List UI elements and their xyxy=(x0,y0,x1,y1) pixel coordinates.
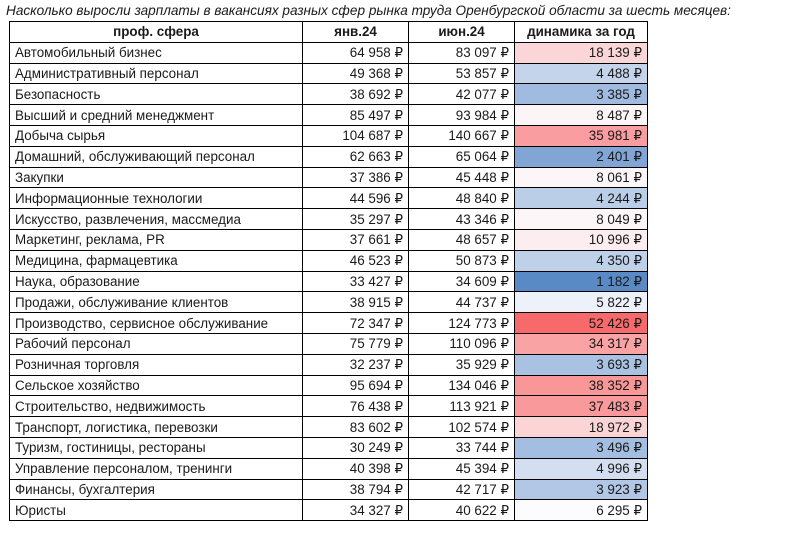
cell-jan: 30 249 ₽ xyxy=(303,437,409,458)
cell-dynamics: 4 244 ₽ xyxy=(515,188,648,209)
cell-jun: 45 448 ₽ xyxy=(409,167,515,188)
cell-jan: 37 386 ₽ xyxy=(303,167,409,188)
cell-jan: 95 694 ₽ xyxy=(303,375,409,396)
cell-dynamics: 8 061 ₽ xyxy=(515,167,648,188)
cell-jan: 40 398 ₽ xyxy=(303,458,409,479)
cell-sphere: Юристы xyxy=(10,500,303,521)
cell-jun: 102 574 ₽ xyxy=(409,417,515,438)
table-row xyxy=(10,333,648,354)
table-row xyxy=(10,105,648,126)
cell-jun: 43 346 ₽ xyxy=(409,209,515,230)
table-row xyxy=(10,437,648,458)
cell-jan: 76 438 ₽ xyxy=(303,396,409,417)
cell-jan: 62 663 ₽ xyxy=(303,146,409,167)
table-row xyxy=(10,458,648,479)
cell-sphere: Продажи, обслуживание клиентов xyxy=(10,292,303,313)
header-sphere: проф. сфера xyxy=(10,22,303,43)
cell-jun: 40 622 ₽ xyxy=(409,500,515,521)
cell-sphere: Информационные технологии xyxy=(10,188,303,209)
cell-sphere: Закупки xyxy=(10,167,303,188)
cell-sphere: Розничная торговля xyxy=(10,354,303,375)
cell-dynamics: 4 996 ₽ xyxy=(515,458,648,479)
table-row xyxy=(10,479,648,500)
cell-dynamics: 5 822 ₽ xyxy=(515,292,648,313)
cell-sphere: Высший и средний менеджмент xyxy=(10,105,303,126)
cell-jan: 33 427 ₽ xyxy=(303,271,409,292)
cell-dynamics: 2 401 ₽ xyxy=(515,146,648,167)
table-row xyxy=(10,42,648,63)
table-row xyxy=(10,84,648,105)
table-row xyxy=(10,146,648,167)
cell-sphere: Сельское хозяйство xyxy=(10,375,303,396)
cell-sphere: Добыча сырья xyxy=(10,125,303,146)
cell-jun: 42 717 ₽ xyxy=(409,479,515,500)
table-row xyxy=(10,125,648,146)
cell-sphere: Наука, образование xyxy=(10,271,303,292)
cell-jan: 104 687 ₽ xyxy=(303,125,409,146)
cell-jun: 124 773 ₽ xyxy=(409,313,515,334)
cell-sphere: Маркетинг, реклама, PR xyxy=(10,229,303,250)
cell-sphere: Рабочий персонал xyxy=(10,333,303,354)
cell-sphere: Производство, сервисное обслуживание xyxy=(10,313,303,334)
cell-jan: 44 596 ₽ xyxy=(303,188,409,209)
cell-dynamics: 18 139 ₽ xyxy=(515,42,648,63)
cell-jun: 42 077 ₽ xyxy=(409,84,515,105)
table-row xyxy=(10,188,648,209)
table-row xyxy=(10,313,648,334)
salary-table xyxy=(9,21,648,521)
cell-dynamics: 6 295 ₽ xyxy=(515,500,648,521)
cell-dynamics: 8 049 ₽ xyxy=(515,209,648,230)
cell-sphere: Туризм, гостиницы, рестораны xyxy=(10,437,303,458)
cell-jun: 83 097 ₽ xyxy=(409,42,515,63)
cell-jun: 140 667 ₽ xyxy=(409,125,515,146)
cell-sphere: Медицина, фармацевтика xyxy=(10,250,303,271)
table-row xyxy=(10,500,648,521)
cell-jan: 72 347 ₽ xyxy=(303,313,409,334)
cell-jan: 37 661 ₽ xyxy=(303,229,409,250)
cell-jun: 33 744 ₽ xyxy=(409,437,515,458)
cell-sphere: Безопасность xyxy=(10,84,303,105)
table-row xyxy=(10,250,648,271)
cell-jan: 49 368 ₽ xyxy=(303,63,409,84)
cell-jun: 48 840 ₽ xyxy=(409,188,515,209)
cell-jan: 34 327 ₽ xyxy=(303,500,409,521)
header-row xyxy=(10,22,648,43)
cell-jan: 83 602 ₽ xyxy=(303,417,409,438)
cell-dynamics: 35 981 ₽ xyxy=(515,125,648,146)
cell-sphere: Административный персонал xyxy=(10,63,303,84)
cell-jun: 45 394 ₽ xyxy=(409,458,515,479)
cell-sphere: Финансы, бухгалтерия xyxy=(10,479,303,500)
table-row xyxy=(10,271,648,292)
cell-jan: 64 958 ₽ xyxy=(303,42,409,63)
page-title: Насколько выросли зарплаты в вакансиях разных сфер рынка труда Оренбургской области за шесть месяцев: xyxy=(6,3,731,18)
cell-dynamics: 3 693 ₽ xyxy=(515,354,648,375)
table-row xyxy=(10,292,648,313)
cell-sphere: Управление персоналом, тренинги xyxy=(10,458,303,479)
cell-sphere: Искусство, развлечения, массмедиа xyxy=(10,209,303,230)
cell-jun: 44 737 ₽ xyxy=(409,292,515,313)
cell-dynamics: 37 483 ₽ xyxy=(515,396,648,417)
cell-jun: 34 609 ₽ xyxy=(409,271,515,292)
cell-jan: 85 497 ₽ xyxy=(303,105,409,126)
cell-jun: 65 064 ₽ xyxy=(409,146,515,167)
cell-sphere: Автомобильный бизнес xyxy=(10,42,303,63)
cell-jan: 38 915 ₽ xyxy=(303,292,409,313)
cell-dynamics: 10 996 ₽ xyxy=(515,229,648,250)
header-jan: янв.24 xyxy=(303,22,409,43)
cell-sphere: Транспорт, логистика, перевозки xyxy=(10,417,303,438)
cell-dynamics: 3 923 ₽ xyxy=(515,479,648,500)
cell-dynamics: 34 317 ₽ xyxy=(515,333,648,354)
table-row xyxy=(10,167,648,188)
cell-dynamics: 8 487 ₽ xyxy=(515,105,648,126)
cell-jun: 110 096 ₽ xyxy=(409,333,515,354)
cell-jan: 38 794 ₽ xyxy=(303,479,409,500)
cell-dynamics: 52 426 ₽ xyxy=(515,313,648,334)
cell-jun: 48 657 ₽ xyxy=(409,229,515,250)
cell-jun: 113 921 ₽ xyxy=(409,396,515,417)
table-row xyxy=(10,63,648,84)
cell-jun: 93 984 ₽ xyxy=(409,105,515,126)
cell-jun: 134 046 ₽ xyxy=(409,375,515,396)
cell-jan: 75 779 ₽ xyxy=(303,333,409,354)
cell-dynamics: 4 488 ₽ xyxy=(515,63,648,84)
header-dynamics: динамика за год xyxy=(515,22,648,43)
cell-jan: 35 297 ₽ xyxy=(303,209,409,230)
cell-jun: 50 873 ₽ xyxy=(409,250,515,271)
cell-dynamics: 3 496 ₽ xyxy=(515,437,648,458)
table-row xyxy=(10,396,648,417)
cell-jun: 53 857 ₽ xyxy=(409,63,515,84)
cell-jan: 46 523 ₽ xyxy=(303,250,409,271)
cell-jan: 32 237 ₽ xyxy=(303,354,409,375)
header-jun: июн.24 xyxy=(409,22,515,43)
cell-sphere: Строительство, недвижимость xyxy=(10,396,303,417)
cell-sphere: Домашний, обслуживающий персонал xyxy=(10,146,303,167)
cell-jun: 35 929 ₽ xyxy=(409,354,515,375)
table-row xyxy=(10,375,648,396)
table-row xyxy=(10,354,648,375)
table-row xyxy=(10,229,648,250)
table-row xyxy=(10,209,648,230)
cell-dynamics: 38 352 ₽ xyxy=(515,375,648,396)
cell-dynamics: 3 385 ₽ xyxy=(515,84,648,105)
cell-jan: 38 692 ₽ xyxy=(303,84,409,105)
table-row xyxy=(10,417,648,438)
cell-dynamics: 1 182 ₽ xyxy=(515,271,648,292)
cell-dynamics: 4 350 ₽ xyxy=(515,250,648,271)
cell-dynamics: 18 972 ₽ xyxy=(515,417,648,438)
